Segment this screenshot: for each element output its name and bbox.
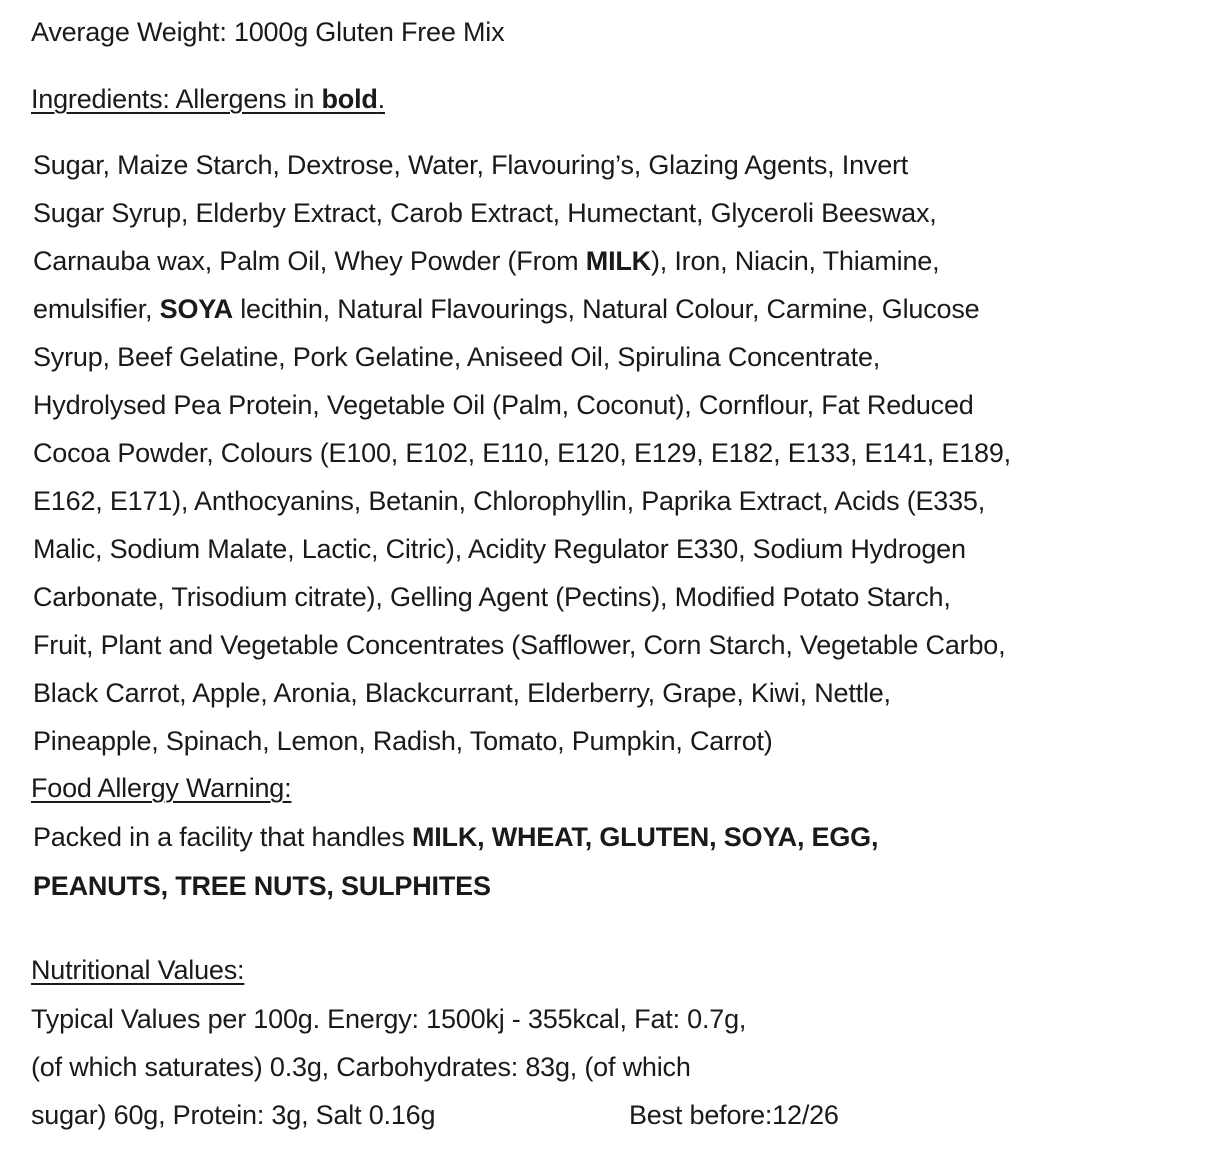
nutrition-line: Typical Values per 100g. Energy: 1500kj - 355kcal, Fat: 0.7g,: [31, 1004, 747, 1034]
allergen-milk: MILK: [585, 246, 651, 276]
ingredients-text: ), Iron, Niacin, Thiamine,: [650, 246, 940, 276]
ingredients-heading-end: .: [377, 84, 385, 114]
ingredients-line: [33, 292, 979, 326]
ingredients-line: Carbonate, Trisodium citrate), Gelling Agent (Pectins), Modified Potato Starch,: [33, 582, 951, 612]
allergen-soya: SOYA: [159, 294, 233, 324]
best-before: Best before:12/26: [629, 1100, 839, 1130]
ingredients-heading-bold: bold: [321, 84, 378, 114]
ingredients-line: [33, 244, 939, 278]
ingredients-line: E162, E171), Anthocyanins, Betanin, Chlorophyllin, Paprika Extract, Acids (E335,: [33, 486, 986, 516]
ingredients-line: Pineapple, Spinach, Lemon, Radish, Tomato, Pumpkin, Carrot): [33, 726, 773, 756]
ingredients-line: Hydrolysed Pea Protein, Vegetable Oil (Palm, Coconut), Cornflour, Fat Reduced: [33, 390, 974, 420]
ingredients-line: Sugar, Maize Starch, Dextrose, Water, Flavouring’s, Glazing Agents, Invert: [33, 150, 909, 180]
allergy-heading: Food Allergy Warning:: [31, 773, 292, 803]
allergy-line: [33, 869, 491, 903]
ingredients-text: Carnauba wax, Palm Oil, Whey Powder (From: [33, 246, 586, 276]
ingredients-line: Syrup, Beef Gelatine, Pork Gelatine, Aniseed Oil, Spirulina Concentrate,: [33, 342, 881, 372]
allergy-list: PEANUTS, TREE NUTS, SULPHITES: [33, 871, 491, 901]
ingredients-heading-text: Ingredients: Allergens in: [31, 84, 322, 114]
ingredients-line: Cocoa Powder, Colours (E100, E102, E110, E120, E129, E182, E133, E141, E189,: [33, 438, 1011, 468]
allergy-list: MILK, WHEAT, GLUTEN, SOYA, EGG,: [411, 822, 879, 852]
ingredients-line: Malic, Sodium Malate, Lactic, Citric), Acidity Regulator E330, Sodium Hydrogen: [33, 534, 966, 564]
ingredients-heading: [31, 82, 385, 116]
weight-line: Average Weight: 1000g Gluten Free Mix: [31, 17, 505, 47]
ingredients-text: emulsifier,: [33, 294, 160, 324]
ingredients-line: Black Carrot, Apple, Aronia, Blackcurrant, Elderberry, Grape, Kiwi, Nettle,: [33, 678, 891, 708]
allergy-line: [33, 820, 878, 854]
nutrition-line: (of which saturates) 0.3g, Carbohydrates: 83g, (of which: [31, 1052, 691, 1082]
nutrition-line: sugar) 60g, Protein: 3g, Salt 0.16g: [31, 1100, 436, 1130]
ingredients-text: lecithin, Natural Flavourings, Natural Colour, Carmine, Glucose: [232, 294, 980, 324]
ingredients-line: Fruit, Plant and Vegetable Concentrates (Safflower, Corn Starch, Vegetable Carbo,: [33, 630, 1006, 660]
allergy-text: Packed in a facility that handles: [33, 822, 412, 852]
nutrition-heading: Nutritional Values:: [31, 955, 245, 985]
ingredients-line: Sugar Syrup, Elderby Extract, Carob Extract, Humectant, Glyceroli Beeswax,: [33, 198, 937, 228]
